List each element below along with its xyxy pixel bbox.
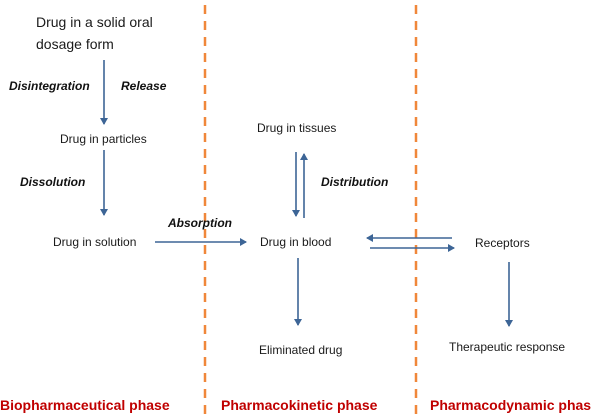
node-solution: Drug in solution — [53, 235, 137, 249]
node-response: Therapeutic response — [449, 340, 566, 354]
node-tissues: Drug in tissues — [257, 121, 337, 135]
node-blood: Drug in blood — [260, 235, 332, 249]
node-solid-form-line2: dosage form — [36, 36, 114, 52]
label-absorption: Absorption — [168, 216, 232, 230]
label-distribution: Distribution — [321, 175, 389, 189]
label-release: Release — [121, 79, 167, 93]
node-particles: Drug in particles — [60, 132, 147, 146]
label-dissolution: Dissolution — [20, 175, 86, 189]
node-receptors: Receptors — [475, 236, 530, 250]
phase-label-biopharmaceutical: Biopharmaceutical phase — [0, 397, 170, 413]
phase-label-pharmacodynamic: Pharmacodynamic phas — [430, 397, 592, 413]
node-solid-form-line1: Drug in a solid oral — [36, 14, 153, 30]
phase-label-pharmacokinetic: Pharmacokinetic phase — [221, 397, 378, 413]
node-eliminated: Eliminated drug — [259, 343, 343, 357]
label-disintegration: Disintegration — [9, 79, 90, 93]
